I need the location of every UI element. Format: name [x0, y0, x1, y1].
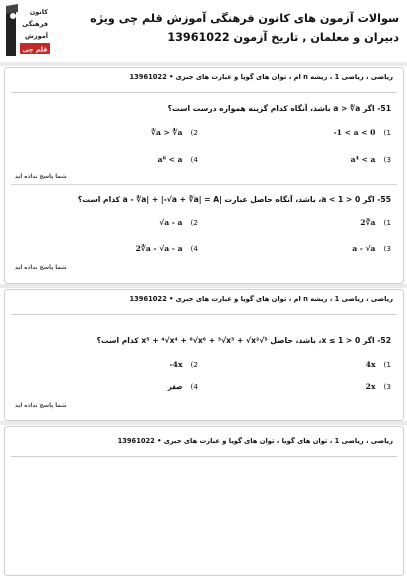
option-number: 3) — [383, 244, 391, 253]
option-number: 3) — [383, 155, 391, 164]
option-text: -1 < a < 0 — [333, 128, 376, 137]
page-header — [0, 0, 407, 62]
status-text: شما پاسخ نداده اید — [15, 265, 67, 271]
option-text: a⁴ < a — [350, 155, 376, 164]
option-text: 2x — [365, 382, 376, 391]
divider — [11, 314, 397, 315]
separator — [0, 62, 407, 66]
question-card — [4, 67, 404, 284]
option-2[interactable] — [48, 128, 198, 137]
option-text: -4x — [169, 360, 183, 369]
option-number: 4) — [190, 244, 198, 253]
separator — [0, 421, 407, 425]
question-stem: 52- اگر 0 < x ≤ 1، باشد، حاصل ⁵√x⁵ + ⁴√x⁴ + ⁶√x⁶ + ³√x³ + √x² کدام است؟ — [96, 336, 391, 345]
option-text: صفر — [168, 382, 183, 391]
kanoon-logo-icon — [4, 2, 54, 60]
status-text: شما پاسخ نداده اید — [15, 403, 67, 409]
svg-text:قلم چی: قلم چی — [22, 46, 48, 54]
option-number: 2) — [190, 218, 198, 227]
option-number: 1) — [383, 128, 391, 137]
question-card — [4, 426, 404, 576]
breadcrumb: ریاضی ، ریاضی 1 ، ریشه n ام ، توان های گویا و عبارت های جبری • 13961022 — [129, 73, 393, 81]
option-number: 4) — [190, 155, 198, 164]
question-card — [4, 289, 404, 421]
status-text: شما پاسخ نداده اید — [15, 174, 67, 180]
divider — [11, 92, 397, 93]
option-number: 1) — [383, 218, 391, 227]
option-1[interactable] — [241, 218, 391, 227]
option-1[interactable] — [241, 360, 391, 369]
svg-text:فرهنگی: فرهنگی — [22, 20, 48, 28]
question-stem: 55- اگر 0 < a < 1، باشد، آنگاه حاصل عبارت |a - ∜a| + |-√a + ∛a| = A کدام است؟ — [77, 195, 391, 204]
option-3[interactable] — [241, 244, 391, 253]
divider — [11, 456, 397, 457]
separator — [0, 284, 407, 288]
option-text: 2∛a — [360, 218, 376, 227]
question-stem: 51- اگر a > ∜a باشد، آنگاه کدام گزینه همواره درست است؟ — [167, 104, 391, 113]
option-number: 4) — [190, 382, 198, 391]
svg-text:کانون: کانون — [29, 8, 48, 16]
option-4[interactable] — [48, 382, 198, 391]
option-3[interactable] — [241, 382, 391, 391]
divider — [11, 184, 397, 185]
breadcrumb: ریاضی ، ریاضی 1 ، توان های گویا ، توان های گویا و عبارت های جبری • 13961022 — [117, 437, 393, 445]
page-title: سوالات آزمون های کانون فرهنگی آموزش قلم چی ویژه دبیران و معلمان , تاریخ آزمون 13961022 — [90, 12, 399, 44]
option-text: √a - a — [159, 218, 183, 227]
option-number: 2) — [190, 360, 198, 369]
option-2[interactable] — [48, 218, 198, 227]
option-4[interactable] — [48, 244, 198, 253]
option-number: 3) — [383, 382, 391, 391]
option-text: ∛a > ∜a — [151, 128, 183, 137]
option-number: 1) — [383, 360, 391, 369]
option-4[interactable] — [48, 155, 198, 164]
svg-text:آموزش: آموزش — [24, 32, 48, 40]
option-2[interactable] — [48, 360, 198, 369]
option-3[interactable] — [241, 155, 391, 164]
option-text: a⁶ < a — [157, 155, 183, 164]
option-text: a - √a — [352, 244, 376, 253]
option-1[interactable] — [241, 128, 391, 137]
option-number: 2) — [190, 128, 198, 137]
option-text: 2∛a - √a - a — [135, 244, 183, 253]
breadcrumb: ریاضی ، ریاضی 1 ، ریشه n ام ، توان های گویا و عبارت های جبری • 13961022 — [129, 295, 393, 303]
option-text: 4x — [365, 360, 376, 369]
